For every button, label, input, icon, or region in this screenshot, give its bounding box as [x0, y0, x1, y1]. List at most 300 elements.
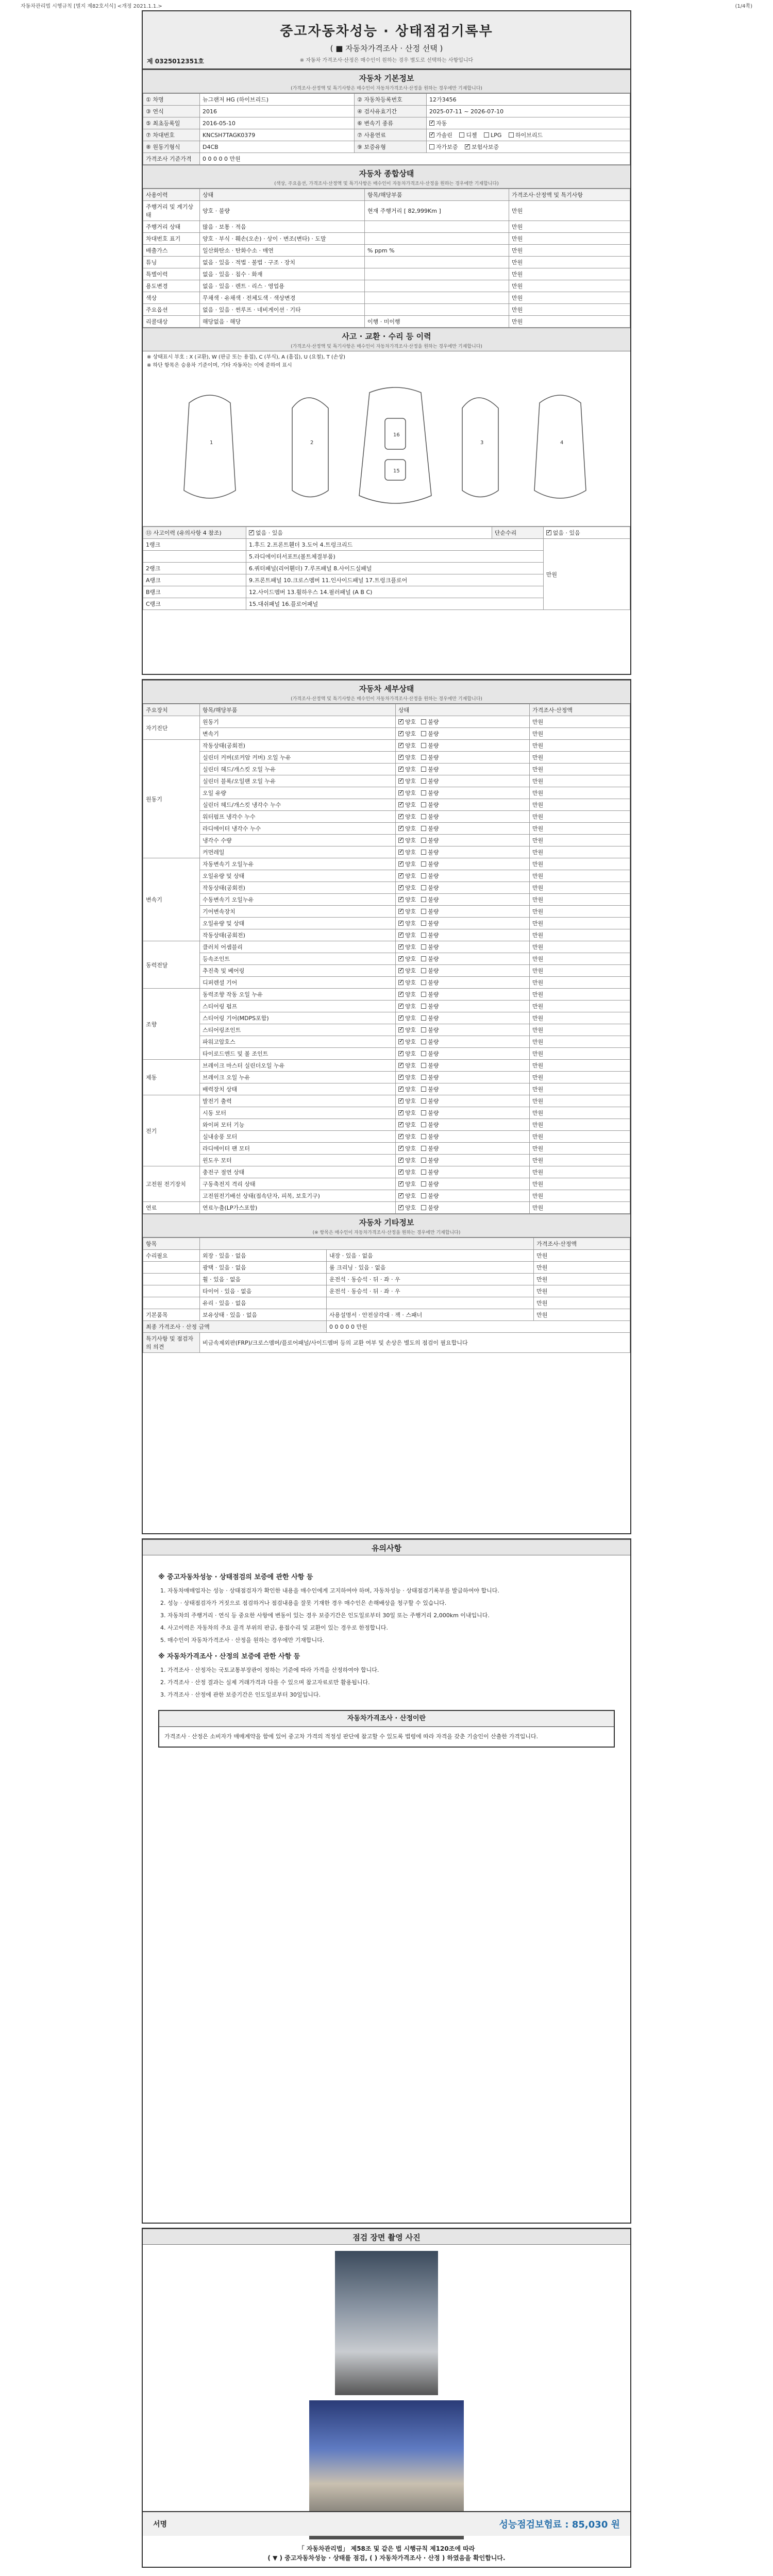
status-ok: 양호 [405, 1157, 416, 1164]
checkbox-icon[interactable] [421, 1134, 426, 1139]
checkbox-icon[interactable] [398, 861, 404, 867]
detail-row [143, 882, 630, 894]
status-bad: 불량 [428, 754, 439, 761]
checkbox-icon[interactable] [421, 1193, 426, 1198]
detail-row [143, 941, 630, 953]
checkbox-icon[interactable] [509, 132, 514, 138]
checkbox-icon[interactable] [398, 1193, 404, 1198]
checkbox-icon[interactable] [398, 767, 404, 772]
checkbox-icon[interactable] [421, 719, 426, 724]
detail-item-label: 실린더 헤드/개스킷 냉각수 누수 [200, 799, 396, 811]
notice-item: 5. 매수인이 자동차가격조사 · 산정을 원하는 경우에만 기재합니다. [167, 1636, 615, 1645]
detail-row [143, 1012, 630, 1024]
checkbox-icon[interactable] [421, 921, 426, 926]
detail-header-item: 항목/해당부품 [200, 704, 396, 716]
notice-item: 3. 가격조사 · 산정에 관한 보증기간은 인도일로부터 30일입니다. [167, 1690, 615, 1700]
checkbox-icon[interactable] [421, 944, 426, 950]
checkbox-icon[interactable] [249, 530, 254, 535]
value-base-price: 0 0 0 0 0 만원 [200, 153, 630, 165]
svg-text:2: 2 [310, 440, 314, 446]
detail-price: 만원 [530, 1178, 630, 1190]
detail-status [396, 906, 530, 918]
status-bad: 불량 [428, 1157, 439, 1164]
frame-rank [143, 551, 246, 563]
summary-row-price: 만원 [509, 233, 630, 245]
detail-status [396, 740, 530, 752]
checkbox-icon[interactable] [398, 1158, 404, 1163]
detail-group-label: 전기 [143, 1095, 200, 1166]
price-info-text: 가격조사 · 산정은 소비자가 매매계약을 함에 있어 중고차 가격의 적정성 판단에 참고할 수 있도록 법령에 따라 자격을 갖춘 기술인이 산출한 가격입니다. [164, 1733, 539, 1740]
detail-row [143, 823, 630, 835]
checkbox-icon[interactable] [398, 921, 404, 926]
label-model: ① 차명 [143, 94, 200, 106]
checkbox-icon[interactable] [421, 838, 426, 843]
detail-header-price: 가격조사·산정액 [530, 704, 630, 716]
summary-desc: (색상, 주요옵션, 가격조사·산정액 및 특기사항은 매수인이 자동차가격조사·산정을 원하는 경우에만 기재합니다) [274, 181, 499, 187]
detail-row [143, 811, 630, 823]
detail-group-label: 연료 [143, 1202, 200, 1214]
detail-row [143, 929, 630, 941]
checkbox-icon[interactable] [421, 1205, 426, 1210]
detail-status [396, 1083, 530, 1095]
checkbox-icon[interactable] [421, 1122, 426, 1127]
checkbox-icon[interactable] [398, 933, 404, 938]
checkbox-icon[interactable] [398, 1039, 404, 1044]
summary-row-item [365, 257, 509, 268]
detail-item-label: 파워고압호스 [200, 1036, 396, 1048]
detail-item-label: 냉각수 수량 [200, 835, 396, 846]
summary-row-price: 만원 [509, 221, 630, 233]
checkbox-icon[interactable] [398, 1098, 404, 1104]
detail-status [396, 882, 530, 894]
detail-row [143, 977, 630, 989]
detail-price: 만원 [530, 835, 630, 846]
checkbox-icon[interactable] [421, 826, 426, 831]
frame-parts: 5.라디에이터서포트(볼트체결부품) [246, 551, 544, 563]
status-bad: 불량 [428, 968, 439, 974]
detail-row [143, 858, 630, 870]
status-ok: 양호 [405, 731, 416, 737]
detail-price: 만원 [530, 965, 630, 977]
status-ok: 양호 [405, 1074, 416, 1081]
detail-price: 만원 [530, 846, 630, 858]
summary-row-price: 만원 [509, 245, 630, 257]
legal-footer-line2: ( ▼ ) 중고자동차성능 · 상태를 점검, ( ) 자동차가격조사 · 산정 ) 하였음을 확인합니다. [267, 2554, 506, 2562]
detail-item-label: 수동변속기 오일누유 [200, 894, 396, 906]
checkbox-icon[interactable] [398, 992, 404, 997]
checkbox-icon[interactable] [484, 132, 489, 138]
checkbox-icon[interactable] [421, 743, 426, 748]
notice-item: 4. 사고이력은 자동차의 주요 골격 부위의 판금, 용접수리 및 교환이 있는 경우로 한정합니다. [167, 1623, 615, 1633]
checkbox-icon[interactable] [398, 1027, 404, 1032]
checkbox-icon[interactable] [421, 1146, 426, 1151]
value-year: 2016 [200, 106, 355, 117]
status-bad: 불량 [428, 979, 439, 986]
checkbox-icon[interactable] [421, 956, 426, 961]
checkbox-icon[interactable] [398, 1134, 404, 1139]
status-bad: 불량 [428, 1027, 439, 1033]
status-bad: 불량 [428, 778, 439, 785]
detail-status [396, 1131, 530, 1143]
detail-item-label: 클러치 어셈블리 [200, 941, 396, 953]
page-4 [142, 2228, 631, 2568]
summary-row-label: 주행거리 및 계기상태 [143, 201, 200, 221]
page-topline [0, 0, 773, 9]
detail-row [143, 752, 630, 764]
status-ok: 양호 [405, 873, 416, 879]
status-ok: 양호 [405, 1098, 416, 1105]
status-ok: 양호 [405, 1003, 416, 1010]
basic-info-desc: (가격조사·산정액 및 특기사항은 매수인이 자동차가격조사·산정을 원하는 경우에만 기재합니다) [291, 86, 482, 91]
detail-row [143, 740, 630, 752]
checkbox-icon[interactable] [398, 719, 404, 724]
detail-item-label: 스티어링 기어(MDPS포함) [200, 1012, 396, 1024]
svg-text:1: 1 [210, 440, 213, 446]
detail-row [143, 1048, 630, 1060]
summary-row-status: 없음 · 있음 · 적법 · 불법 · 구조 · 장치 [200, 257, 365, 268]
detail-price: 만원 [530, 1001, 630, 1012]
detail-row [143, 1190, 630, 1202]
summary-row-status: 일산화탄소 · 탄화수소 · 매연 [200, 245, 365, 257]
checkbox-icon[interactable] [429, 121, 434, 126]
checkbox-icon[interactable] [398, 802, 404, 807]
checkbox-icon[interactable] [421, 1170, 426, 1175]
checkbox-icon[interactable] [398, 897, 404, 902]
accident-title: 사고 · 교환 · 수리 등 이력 [342, 332, 431, 341]
checkbox-icon[interactable] [421, 1039, 426, 1044]
summary-row-item [365, 292, 509, 304]
checkbox-icon[interactable] [421, 873, 426, 878]
checkbox-icon[interactable] [398, 1122, 404, 1127]
status-ok: 양호 [405, 1205, 416, 1211]
detail-status [396, 1190, 530, 1202]
status-bad: 불량 [428, 1181, 439, 1188]
detail-row [143, 870, 630, 882]
detail-price: 만원 [530, 752, 630, 764]
summary-row-price: 만원 [509, 292, 630, 304]
price-info-title: 자동차가격조사 · 산정이란 [159, 1711, 614, 1727]
summary-header-history: 사용이력 [143, 189, 200, 201]
status-ok: 양호 [405, 790, 416, 796]
detail-price: 만원 [530, 716, 630, 728]
photo-section [143, 2229, 630, 2245]
status-bad: 불량 [428, 1039, 439, 1045]
summary-row-price: 만원 [509, 268, 630, 280]
checkbox-icon[interactable] [421, 755, 426, 760]
checkbox-icon[interactable] [398, 1181, 404, 1187]
detail-item-label: 실린더 커버(로커암 커버) 오일 누유 [200, 752, 396, 764]
detail-section [143, 680, 630, 704]
detail-item-label: 충전구 절연 상태 [200, 1166, 396, 1178]
label-engine: ⑧ 원동기형식 [143, 141, 200, 153]
detail-status [396, 1024, 530, 1036]
detail-row [143, 1095, 630, 1107]
status-ok: 양호 [405, 968, 416, 974]
detail-status [396, 977, 530, 989]
detail-price: 만원 [530, 1048, 630, 1060]
detail-group-label: 원동기 [143, 740, 200, 858]
status-bad: 불량 [428, 1122, 439, 1128]
checkbox-icon[interactable] [398, 1075, 404, 1080]
checkbox-icon[interactable] [421, 885, 426, 890]
inspection-photo-front [335, 2251, 438, 2395]
detail-price: 만원 [530, 1107, 630, 1119]
summary-row-price: 만원 [509, 280, 630, 292]
insurance-fee: 성능점검보험료 : 85,030 원 [499, 2519, 620, 2530]
detail-row [143, 918, 630, 929]
etc-row-b: 운전석 · 동승석 · 뒤 · 좌 · 우 [327, 1274, 534, 1285]
checkbox-icon[interactable] [459, 132, 464, 138]
detail-status [396, 989, 530, 1001]
checkbox-icon[interactable] [398, 790, 404, 795]
checkbox-icon[interactable] [398, 838, 404, 843]
checkbox-icon[interactable] [465, 144, 470, 149]
detail-item-label: 실린더 헤드/개스킷 오일 누유 [200, 764, 396, 775]
detail-item-label: 등속조인트 [200, 953, 396, 965]
status-ok: 양호 [405, 896, 416, 903]
detail-price: 만원 [530, 1202, 630, 1214]
status-bad: 불량 [428, 837, 439, 844]
summary-row-item: 현재 주행거리 [ 82,999Km ] [365, 201, 509, 221]
checkbox-icon[interactable] [398, 944, 404, 950]
checkbox-icon[interactable] [421, 1158, 426, 1163]
checkbox-icon[interactable] [421, 1051, 426, 1056]
detail-item-label: 와이퍼 모터 기능 [200, 1119, 396, 1131]
checkbox-icon[interactable] [398, 1063, 404, 1068]
checkbox-icon[interactable] [398, 1015, 404, 1021]
checkbox-icon[interactable] [398, 755, 404, 760]
checkbox-icon[interactable] [398, 731, 404, 736]
frame-rank: C랭크 [143, 598, 246, 610]
detail-status [396, 894, 530, 906]
checkbox-icon[interactable] [421, 1027, 426, 1032]
svg-text:16: 16 [393, 432, 400, 438]
value-engine: D4CB [200, 141, 355, 153]
checkbox-icon[interactable] [421, 1181, 426, 1187]
summary-row-status: 없음 · 있음 · 썬루프 · 네비게이션 · 기타 [200, 304, 365, 316]
etc-desc: (※ 항목은 매수인이 자동차가격조사·산정을 원하는 경우에만 기재합니다) [312, 1230, 461, 1235]
detail-item-label: 윈도우 모터 [200, 1155, 396, 1166]
checkbox-icon[interactable] [398, 909, 404, 914]
detail-row [143, 1060, 630, 1072]
value-inspection-period: 2025-07-11 ~ 2026-07-10 [427, 106, 630, 117]
status-ok: 양호 [405, 861, 416, 868]
value-accident [246, 527, 492, 539]
detail-item-label: 브레이크 마스터 실린더오일 누유 [200, 1060, 396, 1072]
detail-status [396, 965, 530, 977]
photo-title: 점검 장면 촬영 사진 [352, 2233, 421, 2242]
detail-status [396, 764, 530, 775]
detail-status [396, 716, 530, 728]
status-bad: 불량 [428, 944, 439, 951]
status-bad: 불량 [428, 1062, 439, 1069]
frame-rank: 2랭크 [143, 563, 246, 574]
basic-info-table [143, 93, 630, 165]
status-ok: 양호 [405, 1015, 416, 1022]
label-fuel: ⑦ 사용연료 [355, 129, 427, 141]
checkbox-icon[interactable] [421, 968, 426, 973]
summary-row-item [365, 304, 509, 316]
etc-row-label [143, 1297, 200, 1309]
checkbox-icon[interactable] [421, 909, 426, 914]
detail-status [396, 1012, 530, 1024]
etc-row-a: 유리 · 있음 · 없음 [200, 1297, 327, 1309]
checkbox-icon[interactable] [421, 731, 426, 736]
status-ok: 양호 [405, 825, 416, 832]
checkbox-icon[interactable] [398, 1110, 404, 1115]
checkbox-icon[interactable] [421, 814, 426, 819]
detail-item-label: 작동상태(공회전) [200, 740, 396, 752]
detail-item-label: 오일 유량 [200, 787, 396, 799]
summary-row-status: 없음 · 있음 · 침수 · 화재 [200, 268, 365, 280]
label-year: ③ 연식 [143, 106, 200, 117]
checkbox-icon[interactable] [398, 956, 404, 961]
checkbox-icon[interactable] [421, 1087, 426, 1092]
accident-legend-line2: ※ 하단 항목은 승용차 기준이며, 기타 자동차는 이에 준하여 표시 [147, 363, 292, 368]
accident-legend [143, 351, 630, 372]
detail-item-label: 타이로드엔드 및 볼 조인트 [200, 1048, 396, 1060]
checkbox-icon[interactable] [421, 897, 426, 902]
checkbox-icon[interactable] [421, 933, 426, 938]
etc-row-label: 수리필요 [143, 1250, 200, 1262]
detail-item-label: 스티어링 펌프 [200, 1001, 396, 1012]
checkbox-icon[interactable] [421, 778, 426, 784]
checkbox-icon[interactable] [429, 132, 434, 138]
detail-row [143, 906, 630, 918]
status-bad: 불량 [428, 1133, 439, 1140]
status-ok: 양호 [405, 1039, 416, 1045]
value-simple-repair [543, 527, 630, 539]
label-base-price: 가격조사 기준가격 [143, 153, 200, 165]
checkbox-icon[interactable] [398, 1087, 404, 1092]
checkbox-icon[interactable] [421, 1110, 426, 1115]
checkbox-icon[interactable] [421, 1075, 426, 1080]
notice-item: 2. 성능 · 상태점검자가 거짓으로 점검하거나 점검내용을 잘못 기재한 경우 매수인은 손해배상을 청구할 수 있습니다. [167, 1599, 615, 1608]
checkbox-icon[interactable] [398, 778, 404, 784]
notice-body [143, 1555, 630, 1758]
detail-item-label: 커먼레일 [200, 846, 396, 858]
status-bad: 불량 [428, 908, 439, 915]
detail-price: 만원 [530, 787, 630, 799]
detail-item-label: 오일유량 및 상태 [200, 870, 396, 882]
summary-row-label: 튜닝 [143, 257, 200, 268]
checkbox-icon[interactable] [398, 980, 404, 985]
basic-info-title: 자동차 기본정보 [359, 74, 414, 83]
checkbox-icon[interactable] [421, 992, 426, 997]
detail-item-label: 고전원전기배선 상태(접속단자, 피복, 보호기구) [200, 1190, 396, 1202]
checkbox-icon[interactable] [421, 802, 426, 807]
etc-row-price: 만원 [534, 1285, 630, 1297]
status-ok: 양호 [405, 1062, 416, 1069]
checkbox-icon[interactable] [398, 1004, 404, 1009]
page-3 [142, 1538, 631, 2224]
detail-price: 만원 [530, 1155, 630, 1166]
checkbox-icon[interactable] [398, 1170, 404, 1175]
detail-row [143, 1001, 630, 1012]
detail-price: 만원 [530, 1190, 630, 1202]
etc-row-b: 내장 · 있음 · 없음 [327, 1250, 534, 1262]
detail-price: 만원 [530, 1072, 630, 1083]
etc-row-label [143, 1262, 200, 1274]
checkbox-icon[interactable] [398, 873, 404, 878]
notice-heading-2: ※ 자동차가격조사 · 산정의 보증에 관한 사항 등 [158, 1653, 300, 1660]
checkbox-icon[interactable] [398, 743, 404, 748]
detail-item-label: 워터펌프 냉각수 누수 [200, 811, 396, 823]
summary-row-status: 많음 · 보통 · 적음 [200, 221, 365, 233]
etc-title: 자동차 기타정보 [359, 1218, 414, 1227]
checkbox-icon[interactable] [398, 814, 404, 819]
detail-item-label: 작동상태(공회전) [200, 882, 396, 894]
notice-heading-1: ※ 중고자동차성능 · 상태점검의 보증에 관한 사항 등 [158, 1573, 313, 1581]
price-info-box [158, 1710, 615, 1748]
summary-row-price: 만원 [509, 304, 630, 316]
checkbox-icon[interactable] [421, 850, 426, 855]
checkbox-icon[interactable] [398, 1051, 404, 1056]
status-ok: 양호 [405, 979, 416, 986]
status-ok: 양호 [405, 1050, 416, 1057]
notice-section [143, 1539, 630, 1555]
status-bad: 불량 [428, 802, 439, 808]
checkbox-icon[interactable] [421, 861, 426, 867]
checkbox-icon[interactable] [421, 1015, 426, 1021]
detail-price: 만원 [530, 1012, 630, 1024]
checkbox-icon[interactable] [398, 826, 404, 831]
checkbox-icon[interactable] [421, 1098, 426, 1104]
detail-item-label: 자동변속기 오일누유 [200, 858, 396, 870]
detail-item-label: 배력장치 상태 [200, 1083, 396, 1095]
warranty-insurance: 보험사보증 [472, 144, 499, 150]
detail-status [396, 858, 530, 870]
checkbox-icon[interactable] [546, 530, 551, 535]
detail-status [396, 953, 530, 965]
summary-row-status: 해당없음 · 해당 [200, 316, 365, 328]
frame-parts: 15.대쉬패널 16.플로어패널 [246, 598, 544, 610]
checkbox-icon[interactable] [421, 1004, 426, 1009]
checkbox-icon[interactable] [421, 980, 426, 985]
status-bad: 불량 [428, 825, 439, 832]
etc-table [143, 1238, 630, 1353]
detail-item-label: 시동 모터 [200, 1107, 396, 1119]
checkbox-icon[interactable] [421, 790, 426, 795]
checkbox-icon[interactable] [398, 968, 404, 973]
checkbox-icon[interactable] [421, 1063, 426, 1068]
detail-status [396, 941, 530, 953]
summary-table [143, 189, 630, 328]
detail-item-label: 기어변속장치 [200, 906, 396, 918]
checkbox-icon[interactable] [421, 767, 426, 772]
checkbox-icon[interactable] [398, 1205, 404, 1210]
checkbox-icon[interactable] [398, 885, 404, 890]
checkbox-icon[interactable] [398, 850, 404, 855]
document-subtitle: ( ■ 자동차가격조사 · 산정 선택 ) [330, 44, 443, 53]
etc-row-label: 기본품목 [143, 1309, 200, 1321]
detail-price: 만원 [530, 1166, 630, 1178]
checkbox-icon[interactable] [429, 144, 434, 149]
checkbox-icon[interactable] [398, 1146, 404, 1151]
summary-row-price: 만원 [509, 257, 630, 268]
detail-item-label: 연료누출(LP가스포함) [200, 1202, 396, 1214]
detail-status [396, 1001, 530, 1012]
detail-row [143, 1166, 630, 1178]
value-first-registration: 2016-05-10 [200, 117, 355, 129]
etc-row-a: 광택 · 있음 · 없음 [200, 1262, 327, 1274]
svg-text:15: 15 [393, 468, 400, 474]
status-ok: 양호 [405, 1110, 416, 1116]
detail-group-label: 자기진단 [143, 716, 200, 740]
fuel-gasoline: 가솔린 [436, 132, 452, 139]
detail-item-label: 오일유량 및 상태 [200, 918, 396, 929]
special-notes-label: 특기사항 및 점검자의 의견 [143, 1333, 200, 1353]
